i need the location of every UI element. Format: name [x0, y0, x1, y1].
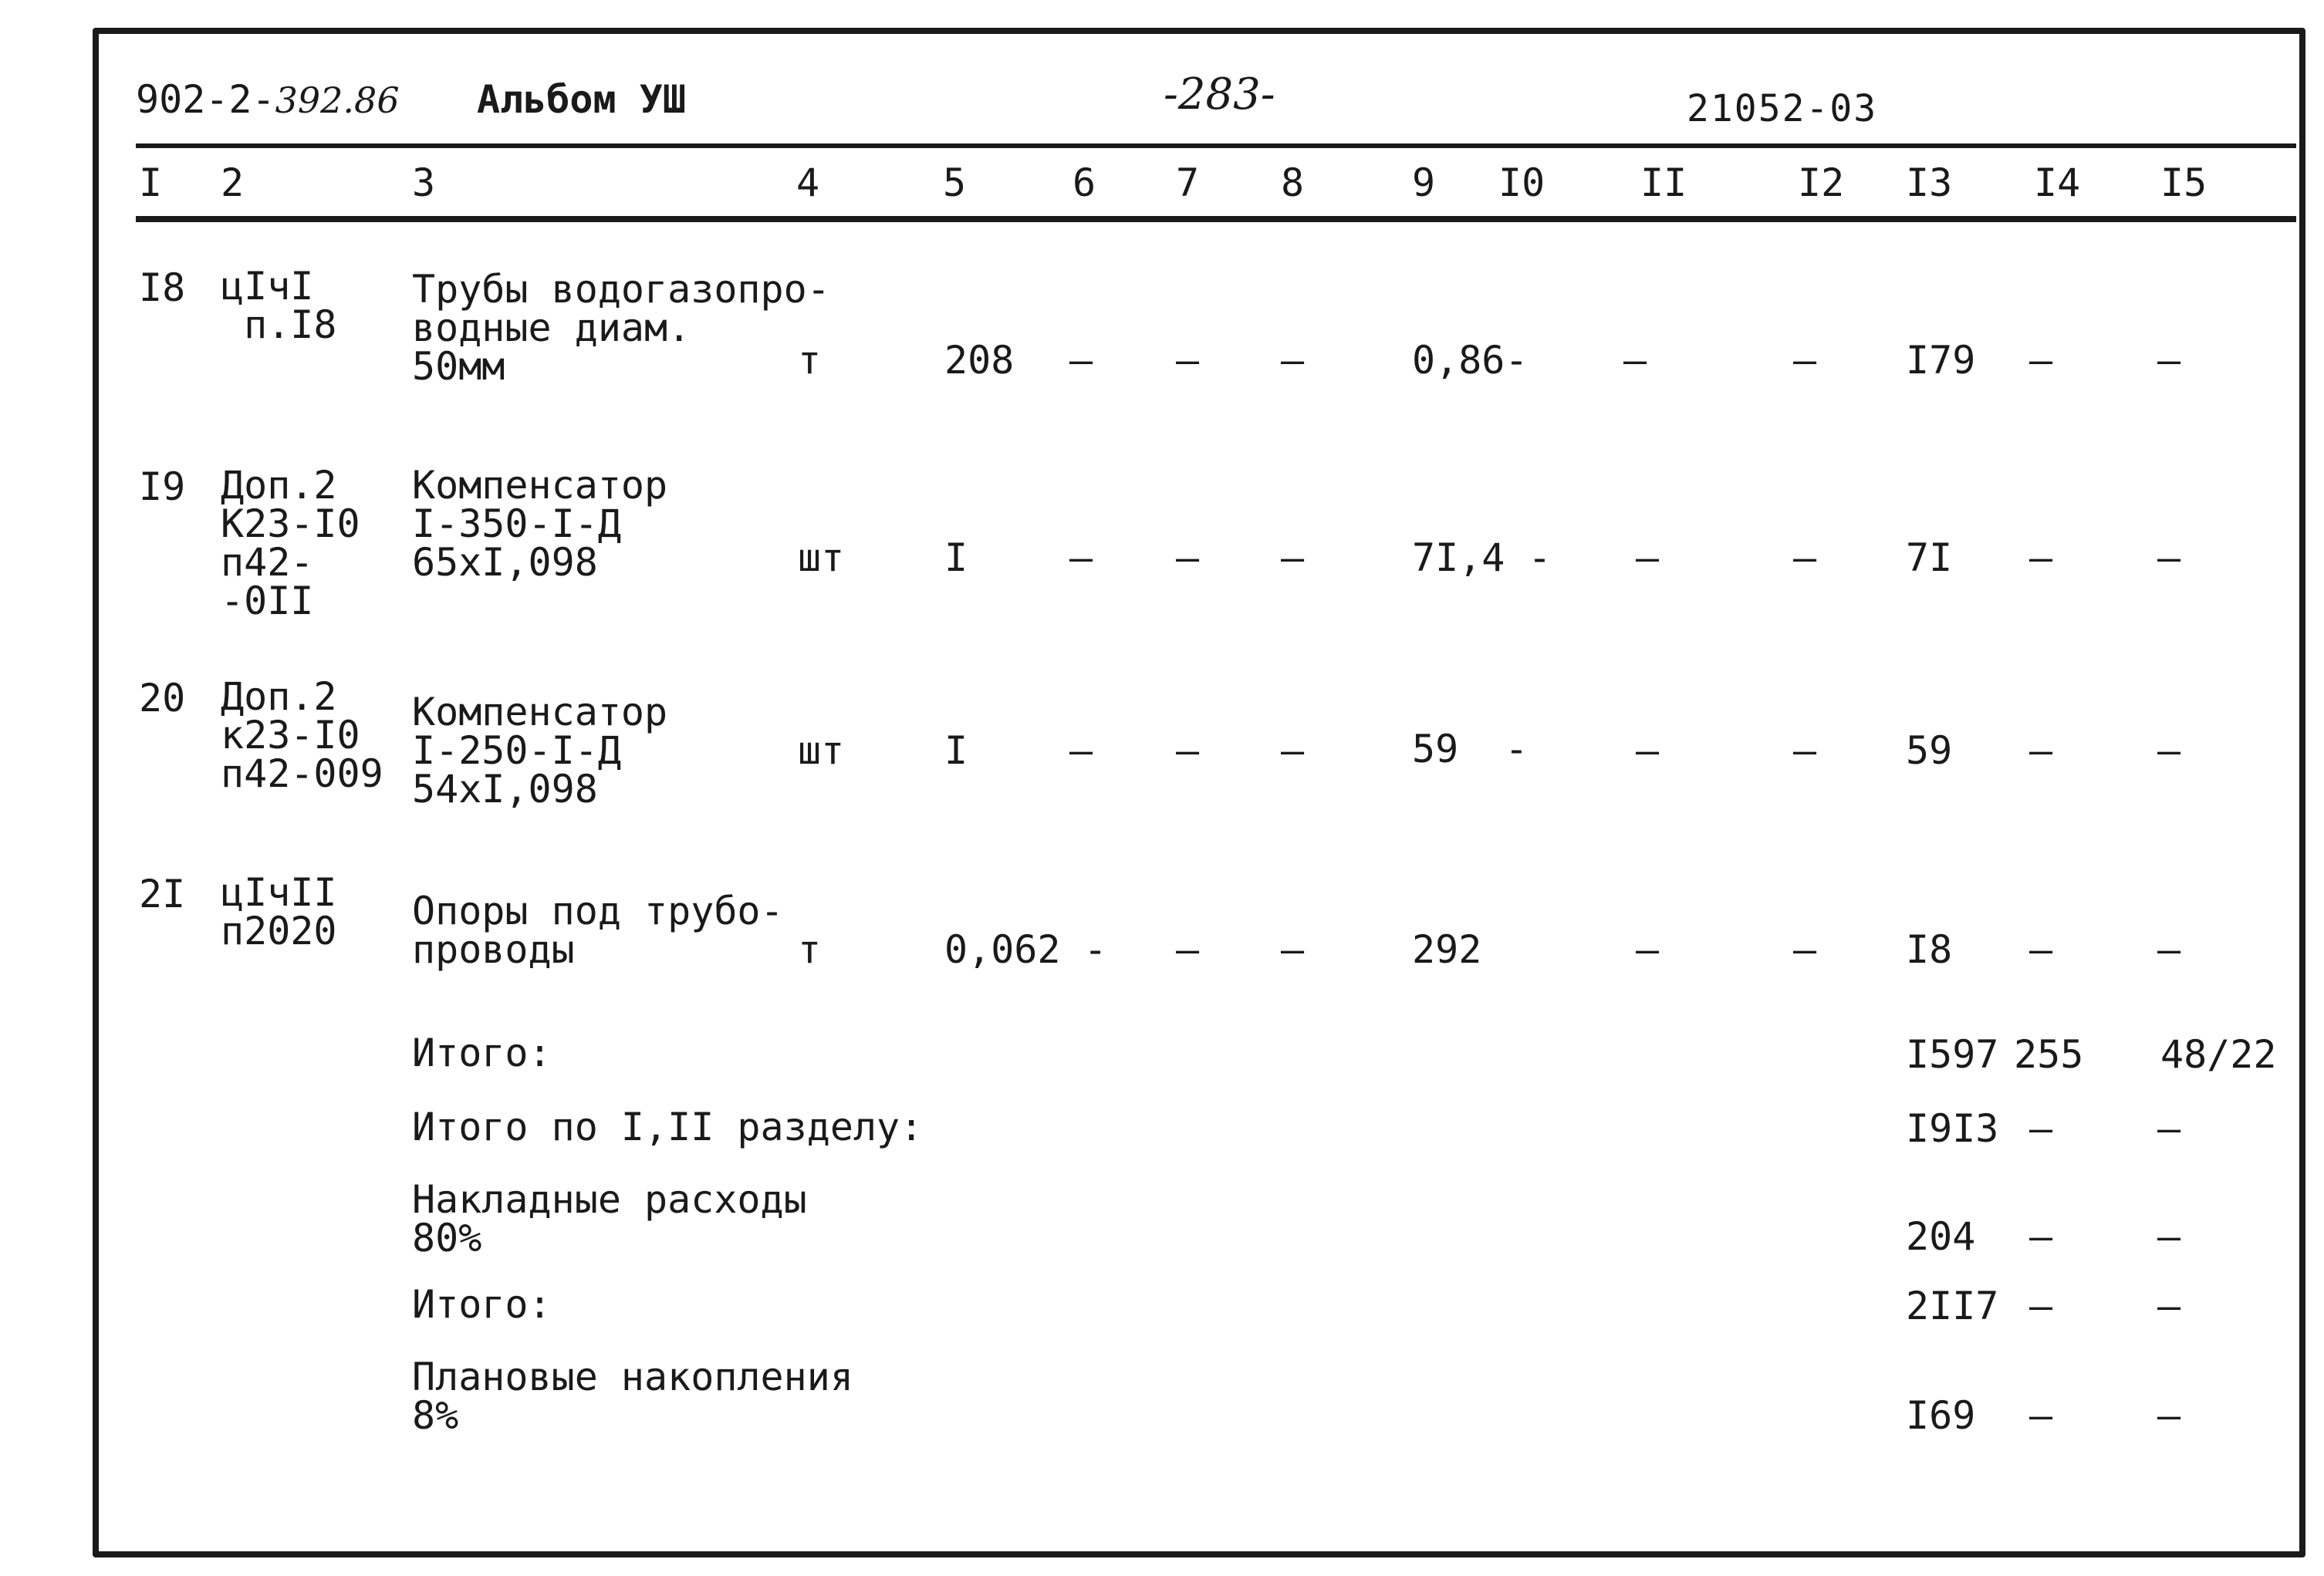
header-rule-top — [136, 143, 2296, 148]
totals-col13: 2II7 — [1906, 1284, 1999, 1328]
row-col15: – — [2157, 927, 2181, 972]
row-col14: – — [2029, 338, 2053, 383]
row-col11: – — [1636, 535, 1660, 580]
row-col8: – — [1281, 338, 1305, 383]
row-col9: 0,86- — [1412, 338, 1529, 383]
page-number: -283- — [1164, 69, 1275, 120]
doc-code-handwritten: 392.86 — [275, 79, 400, 121]
column-header: II — [1640, 160, 1687, 205]
row-col8: – — [1281, 927, 1305, 972]
row-col12: – — [1793, 927, 1817, 972]
totals-col13: I9I3 — [1906, 1106, 1999, 1151]
row-col12: – — [1793, 338, 1817, 383]
row-reference: цIчII п2020 — [221, 870, 337, 953]
totals-label: Итого: — [412, 1282, 552, 1327]
row-unit: шт — [798, 728, 845, 773]
row-col12: – — [1793, 728, 1817, 773]
row-col13: I8 — [1906, 927, 1953, 972]
header-rule-bottom — [136, 216, 2296, 222]
row-col6: – — [1069, 535, 1093, 580]
column-header: I0 — [1498, 160, 1545, 205]
column-header: 2 — [221, 160, 245, 205]
totals-col15: 48/22 — [2160, 1032, 2277, 1077]
row-col5: 0,062 - — [944, 927, 1107, 972]
row-col8: – — [1281, 535, 1305, 580]
row-col15: – — [2157, 728, 2181, 773]
column-header: I2 — [1798, 160, 1845, 205]
row-unit: т — [798, 338, 822, 383]
row-col7: – — [1176, 927, 1200, 972]
album-label: Альбом УШ — [477, 77, 686, 122]
row-col15: – — [2157, 535, 2181, 580]
row-reference: цIчI п.I8 — [221, 264, 337, 347]
stamp-number: 21052-03 — [1687, 87, 1878, 130]
row-number: I8 — [139, 265, 186, 310]
row-col9: 292 — [1412, 927, 1482, 972]
totals-col14: – — [2029, 1106, 2053, 1151]
row-col13: 7I — [1906, 535, 1953, 580]
row-number: 20 — [139, 676, 186, 721]
totals-label: Итого по I,II разделу: — [412, 1105, 924, 1149]
column-header: 5 — [943, 160, 967, 205]
row-unit: шт — [798, 535, 845, 580]
row-col14: – — [2029, 535, 2053, 580]
row-col5: 208 — [944, 338, 1015, 383]
totals-label: Итого: — [412, 1031, 552, 1075]
doc-code-printed: 902-2- — [136, 77, 275, 122]
column-header: 7 — [1176, 160, 1200, 205]
column-header: 8 — [1281, 160, 1305, 205]
totals-col14: – — [2029, 1214, 2053, 1259]
totals-col13: 204 — [1906, 1214, 1976, 1259]
row-col11: – — [1636, 728, 1660, 773]
row-col11: – — [1623, 338, 1647, 383]
row-col7: – — [1176, 535, 1200, 580]
totals-col15: – — [2157, 1393, 2181, 1438]
row-col11: – — [1636, 927, 1660, 972]
totals-label: Плановые накопления 8% — [412, 1355, 853, 1438]
row-col15: – — [2157, 338, 2181, 383]
row-col6: – — [1069, 338, 1093, 383]
column-header: 6 — [1072, 160, 1096, 205]
column-header: 3 — [412, 160, 436, 205]
totals-col14: – — [2029, 1284, 2053, 1328]
row-col12: – — [1793, 535, 1817, 580]
row-description: Компенсатор I-250-I-Д 54xI,098 — [412, 690, 668, 812]
totals-col14: – — [2029, 1393, 2053, 1438]
row-col6: – — [1069, 728, 1093, 773]
row-col9: 59 - — [1412, 727, 1529, 771]
totals-col14: 255 — [2014, 1032, 2084, 1077]
totals-col15: – — [2157, 1106, 2181, 1151]
row-col13: I79 — [1906, 338, 1976, 383]
totals-col13: I597 — [1906, 1032, 1999, 1077]
row-description: Трубы водогазопро- водные диам. 50мм — [412, 267, 830, 389]
column-header: 4 — [796, 160, 820, 205]
row-col5: I — [944, 728, 968, 773]
row-unit: т — [798, 927, 822, 972]
row-col8: – — [1281, 728, 1305, 773]
row-number: 2I — [139, 872, 186, 916]
totals-col15: – — [2157, 1214, 2181, 1259]
column-header: I5 — [2160, 160, 2207, 205]
row-reference: Доп.2 к23-I0 п42-009 — [221, 674, 383, 796]
column-header: I — [139, 160, 163, 205]
column-header: I4 — [2034, 160, 2081, 205]
row-description: Компенсатор I-350-I-Д 65xI,098 — [412, 463, 668, 585]
row-col9: 7I,4 - — [1412, 535, 1552, 580]
totals-label: Накладные расходы 80% — [412, 1177, 807, 1260]
row-col14: – — [2029, 927, 2053, 972]
row-col13: 59 — [1906, 728, 1953, 773]
row-col5: I — [944, 535, 968, 580]
row-reference: Доп.2 К23-I0 п42- -0II — [221, 463, 360, 623]
row-col7: – — [1176, 728, 1200, 773]
row-col14: – — [2029, 728, 2053, 773]
row-col7: – — [1176, 338, 1200, 383]
row-description: Опоры под трубо- проводы — [412, 889, 784, 972]
column-header: I3 — [1906, 160, 1953, 205]
row-number: I9 — [139, 464, 186, 509]
totals-col15: – — [2157, 1284, 2181, 1328]
totals-col13: I69 — [1906, 1393, 1976, 1438]
doc-code — [136, 79, 400, 121]
column-header: 9 — [1412, 160, 1436, 205]
